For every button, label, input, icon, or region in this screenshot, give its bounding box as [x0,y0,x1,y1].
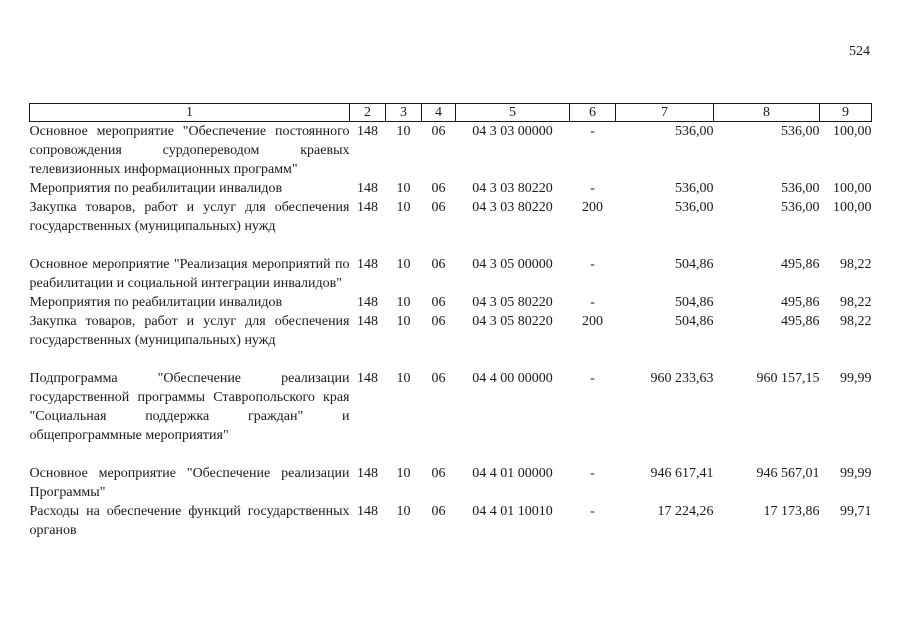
ministry-code: 148 [357,295,378,310]
execution-percent: 98,22 [840,314,872,329]
row-name: Подпрограмма "Обеспечение реализации государственной программы Ставропольского края "Социальная поддержка граждан" и общепрограммные мероприятия" [29,371,350,443]
expense-type-code: - [590,371,595,386]
expense-type-code: - [590,466,595,481]
expense-type-code: - [590,181,595,196]
executed-amount: 536,00 [781,181,820,196]
row-name: Закупка товаров, работ и услуг для обеспечения государственных (муниципальных) нужд [29,314,350,348]
table-row [30,122,872,180]
execution-percent: 99,99 [840,466,872,481]
row-name: Основное мероприятие "Обеспечение реализации Программы" [29,466,350,500]
subsection-code: 06 [431,124,446,139]
planned-amount: 504,86 [675,314,714,329]
header-row [30,104,872,122]
table-row [30,198,872,236]
target-article-code: 04 3 05 80220 [472,295,553,310]
target-article-code: 04 4 01 00000 [472,466,553,481]
target-article-code: 04 3 03 00000 [472,124,553,139]
column-header-3: 3 [386,104,422,122]
planned-amount: 960 233,63 [650,371,714,386]
ministry-code: 148 [357,466,378,481]
target-article-code: 04 3 03 80220 [472,200,553,215]
table-row [30,255,872,293]
expense-type-code: - [590,257,595,272]
table-row [30,369,872,445]
section-code: 10 [396,295,411,310]
planned-amount: 536,00 [675,181,714,196]
row-name: Мероприятия по реабилитации инвалидов [29,181,283,196]
ministry-code: 148 [357,200,378,215]
table-row [30,502,872,540]
planned-amount: 946 617,41 [650,466,714,481]
row-name: Основное мероприятие "Реализация мероприятий по реабилитации и социальной интеграции инвалидов" [29,257,350,291]
executed-amount: 960 157,15 [756,371,820,386]
executed-amount: 495,86 [781,314,820,329]
section-code: 10 [396,466,411,481]
ministry-code: 148 [357,257,378,272]
row-spacer [30,236,872,255]
planned-amount: 504,86 [675,295,714,310]
row-spacer [30,445,872,464]
column-header-6: 6 [570,104,616,122]
planned-amount: 17 224,26 [657,504,714,519]
subsection-code: 06 [431,295,446,310]
planned-amount: 536,00 [675,200,714,215]
column-header-1: 1 [30,104,350,122]
expense-type-code: 200 [582,314,603,329]
execution-percent: 99,99 [840,371,872,386]
target-article-code: 04 4 01 10010 [472,504,553,519]
execution-percent: 99,71 [840,504,872,519]
subsection-code: 06 [431,181,446,196]
subsection-code: 06 [431,504,446,519]
subsection-code: 06 [431,257,446,272]
row-name: Закупка товаров, работ и услуг для обеспечения государственных (муниципальных) нужд [29,200,350,234]
ministry-code: 148 [357,371,378,386]
planned-amount: 504,86 [675,257,714,272]
section-code: 10 [396,200,411,215]
section-code: 10 [396,124,411,139]
row-spacer [30,350,872,369]
executed-amount: 17 173,86 [763,504,820,519]
execution-percent: 98,22 [840,257,872,272]
expense-type-code: - [590,504,595,519]
planned-amount: 536,00 [675,124,714,139]
section-code: 10 [396,181,411,196]
column-header-8: 8 [714,104,820,122]
section-code: 10 [396,257,411,272]
expense-type-code: - [590,124,595,139]
column-header-7: 7 [616,104,714,122]
executed-amount: 495,86 [781,257,820,272]
table-row [30,179,872,198]
row-name: Основное мероприятие "Обеспечение постоянного сопровождения сурдопереводом краевых телевизионных информационных программ" [29,124,350,177]
row-name: Расходы на обеспечение функций государственных органов [29,504,350,538]
column-header-2: 2 [350,104,386,122]
target-article-code: 04 3 05 80220 [472,314,553,329]
subsection-code: 06 [431,200,446,215]
budget-table [29,103,872,540]
table-row [30,312,872,350]
column-header-5: 5 [456,104,570,122]
execution-percent: 100,00 [833,181,872,196]
page-number: 524 [849,44,870,59]
table-body [30,122,872,541]
row-name: Мероприятия по реабилитации инвалидов [29,295,283,310]
table-row [30,293,872,312]
subsection-code: 06 [431,371,446,386]
executed-amount: 495,86 [781,295,820,310]
ministry-code: 148 [357,504,378,519]
section-code: 10 [396,371,411,386]
section-code: 10 [396,314,411,329]
target-article-code: 04 4 00 00000 [472,371,553,386]
subsection-code: 06 [431,466,446,481]
executed-amount: 536,00 [781,200,820,215]
executed-amount: 536,00 [781,124,820,139]
subsection-code: 06 [431,314,446,329]
target-article-code: 04 3 05 00000 [472,257,553,272]
execution-percent: 100,00 [833,200,872,215]
column-header-4: 4 [422,104,456,122]
section-code: 10 [396,504,411,519]
expense-type-code: - [590,295,595,310]
ministry-code: 148 [357,181,378,196]
table-row [30,464,872,502]
ministry-code: 148 [357,314,378,329]
column-header-9: 9 [820,104,872,122]
ministry-code: 148 [357,124,378,139]
execution-percent: 98,22 [840,295,872,310]
execution-percent: 100,00 [833,124,872,139]
target-article-code: 04 3 03 80220 [472,181,553,196]
expense-type-code: 200 [582,200,603,215]
executed-amount: 946 567,01 [756,466,820,481]
